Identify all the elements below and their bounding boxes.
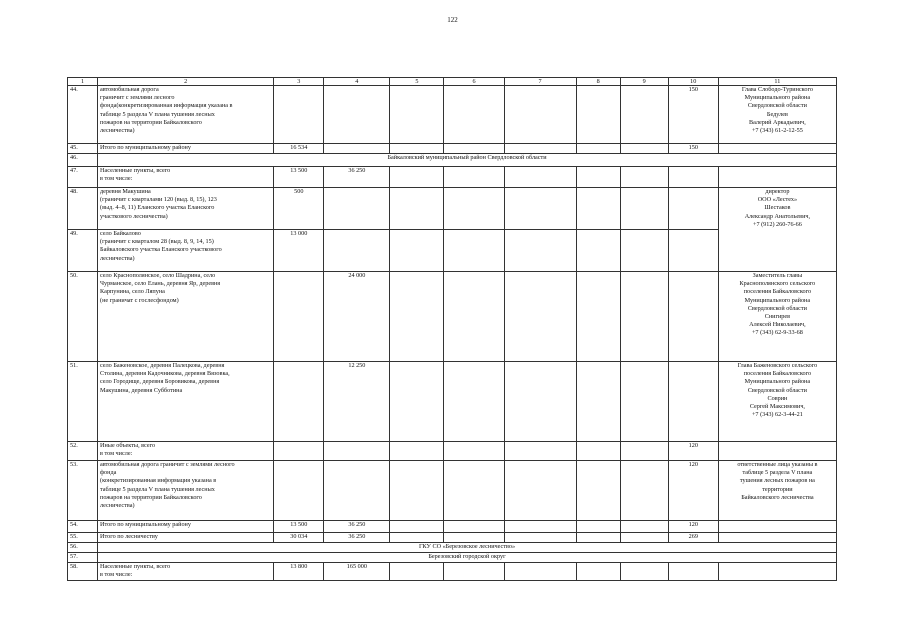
row-number: 48. — [68, 188, 98, 230]
row-number: 47. — [68, 167, 98, 188]
data-table — [67, 77, 837, 581]
col4-value: 24 000 — [324, 272, 390, 362]
col3-value: 30 034 — [274, 533, 324, 543]
row-number: 52. — [68, 442, 98, 461]
header-row — [68, 78, 837, 86]
col10-value: 150 — [668, 86, 718, 144]
object-name: Итого по лесничеству — [98, 533, 274, 543]
row-number: 50. — [68, 272, 98, 362]
col4-value: 165 000 — [324, 563, 390, 581]
header-cell: 3 — [274, 78, 324, 86]
header-cell: 9 — [620, 78, 668, 86]
table-row — [68, 553, 837, 563]
table-row — [68, 144, 837, 154]
row-number: 49. — [68, 230, 98, 272]
object-name: автомобильная дорога граничит с землями лесного фонда (конкретизированная информация указана в таблице 5 раздела V плана тушения лесных пожаров на территории Байкаловского лесничества) — [98, 461, 274, 521]
col10-value: 120 — [668, 521, 718, 533]
section-title: ГКУ СО «Березовское лесничество» — [98, 543, 837, 553]
col4-value: 36 250 — [324, 533, 390, 543]
col4-value: 36 250 — [324, 167, 390, 188]
object-name: Итого по муниципальному району — [98, 144, 274, 154]
col4-value: 12 250 — [324, 362, 390, 442]
col10-value: 120 — [668, 442, 718, 461]
row-number: 44. — [68, 86, 98, 144]
row-number: 53. — [68, 461, 98, 521]
object-name: село Баженовское, деревня Палецкова, деревня Столина, деревня Кадочникова, деревня Вязовка, село Городище, деревня Боровикова, деревня Макушина, деревня Субботина — [98, 362, 274, 442]
responsible-person: Заместитель главы Краснополянского сельского поселения Байкаловского Муниципального района Свердловской области Снигирев Алексей Николаевич, +7 (343) 62-9-33-68 — [718, 272, 836, 362]
table-row — [68, 533, 837, 543]
row-number: 58. — [68, 563, 98, 581]
col10-value: 150 — [668, 144, 718, 154]
table-row — [68, 461, 837, 521]
object-name: автомобильная дорога граничит с землями лесного фонда(конкретизированная информация указана в таблице 5 раздела V плана тушения лесных пожаров на территории Байкаловского лесничества) — [98, 86, 274, 144]
header-cell: 5 — [390, 78, 444, 86]
responsible-person: Глава Баженовского сельского поселения Байкаловского Муниципального района Свердловской области Соврин Сергей Максимович, +7 (343) 62-3-44-21 — [718, 362, 836, 442]
object-name: Населенные пункты, всего в том числе: — [98, 167, 274, 188]
object-name: Иные объекты, всего в том числе: — [98, 442, 274, 461]
page-number: 122 — [447, 16, 458, 24]
header-cell: 6 — [444, 78, 504, 86]
header-cell: 2 — [98, 78, 274, 86]
object-name: деревня Макушина (граничит с кварталами 120 (выд. 8, 15), 123 (выд. 4–8, 11) Еланского участка Еланского участкового лесничества) — [98, 188, 274, 230]
table-row — [68, 188, 837, 230]
row-number: 56. — [68, 543, 98, 553]
row-number: 54. — [68, 521, 98, 533]
row-number: 46. — [68, 154, 98, 167]
row-number: 57. — [68, 553, 98, 563]
header-cell: 4 — [324, 78, 390, 86]
table-row — [68, 167, 837, 188]
header-cell: 8 — [576, 78, 620, 86]
row-number: 51. — [68, 362, 98, 442]
col4-value: 36 250 — [324, 521, 390, 533]
col10-value: 120 — [668, 461, 718, 521]
table-row — [68, 362, 837, 442]
responsible-person: директор ООО «Лестех» Шестаков Александр Анатольевич, +7 (912) 260-76-66 — [718, 188, 836, 272]
col3-value: 500 — [274, 188, 324, 230]
object-name: село Краснополянское, село Шадрина, село Чурманское, село Елань, деревня Яр, деревня Карпунина, село Ляпуна (не граничат с гослесфондом) — [98, 272, 274, 362]
header-cell: 7 — [504, 78, 576, 86]
col3-value: 13 000 — [274, 230, 324, 272]
table-row — [68, 442, 837, 461]
header-cell: 11 — [718, 78, 836, 86]
responsible-person: ответственные лица указаны в таблице 5 раздела V плана тушения лесных пожаров на территории Байкаловского лесничества — [718, 461, 836, 521]
header-cell: 1 — [68, 78, 98, 86]
col3-value: 13 500 — [274, 167, 324, 188]
row-number: 45. — [68, 144, 98, 154]
object-name: Населенные пункты, всего в том числе: — [98, 563, 274, 581]
table-row — [68, 543, 837, 553]
table-row — [68, 521, 837, 533]
responsible-person: Глава Слободо-Туринского Муниципального района Свердловской области Бедулев Валерий Аркадьевич, +7 (343) 61-2-12-55 — [718, 86, 836, 144]
table-row — [68, 272, 837, 362]
col3-value: 13 800 — [274, 563, 324, 581]
col3-value: 13 500 — [274, 521, 324, 533]
section-title: Байкаловский муниципальный район Свердловской области — [98, 154, 837, 167]
row-number: 55. — [68, 533, 98, 543]
section-title: Березовский городской округ — [98, 553, 837, 563]
object-name: Итого по муниципальному району — [98, 521, 274, 533]
col10-value: 269 — [668, 533, 718, 543]
table-row — [68, 86, 837, 144]
col3-value: 16 534 — [274, 144, 324, 154]
table-row — [68, 563, 837, 581]
object-name: село Байкалово (граничит с кварталом 28 (выд. 8, 9, 14, 15) Байкаловского участка Еланского участкового лесничества) — [98, 230, 274, 272]
header-cell: 10 — [668, 78, 718, 86]
table-row — [68, 154, 837, 167]
